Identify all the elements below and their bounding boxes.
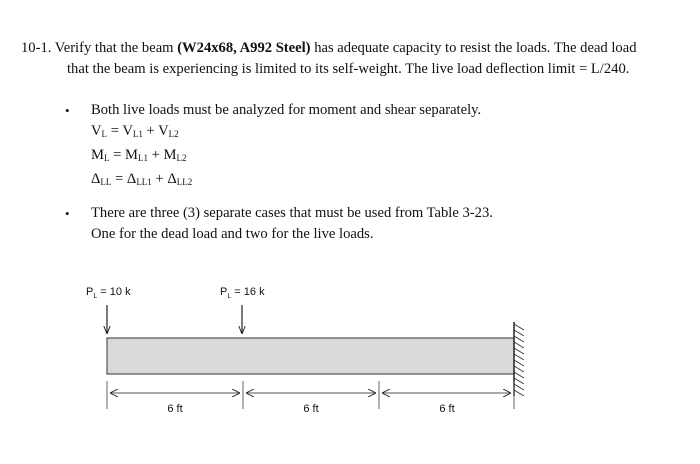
equation-deflection: $\Delta_{LL} = \Delta_{LL1} + \Delta_{LL2}$ <box>91 171 193 187</box>
load-label-1: $P_L = 10$ k <box>86 286 131 300</box>
beam-designation: (W24x68, A992 Steel) <box>177 40 311 56</box>
span-label-2: 6 ft <box>303 403 319 415</box>
beam <box>107 338 514 374</box>
bullet-2-line-2: One for the dead load and two for the live loads. <box>91 226 374 242</box>
bullet-1-text: Both live loads must be analyzed for moment and shear separately. <box>91 102 482 118</box>
span-label-1: 6 ft <box>167 403 183 415</box>
equation-shear: $V_L = V_{L1} + V_{L2}$ <box>91 123 179 139</box>
problem-line-2: that the beam is experiencing is limited to its self-weight. The live load deflection limit = L/240. <box>67 61 630 77</box>
fixed-support <box>514 322 524 396</box>
equation-moment: $M_L = M_{L1} + M_{L2}$ <box>91 147 187 163</box>
bullet-marker-2: • <box>65 206 70 221</box>
problem-text-before: Verify that the beam <box>54 40 178 56</box>
problem-number: 10-1. <box>21 40 52 56</box>
problem-text-after: has adequate capacity to resist the loads. The dead load <box>310 40 637 56</box>
bullet-marker-1: • <box>65 103 70 118</box>
span-label-3: 6 ft <box>439 403 455 415</box>
bullet-2-text: There are three (3) separate cases that must be used from Table 3-23. <box>91 205 493 221</box>
load-label-2: $P_L = 16$ k <box>220 286 265 300</box>
